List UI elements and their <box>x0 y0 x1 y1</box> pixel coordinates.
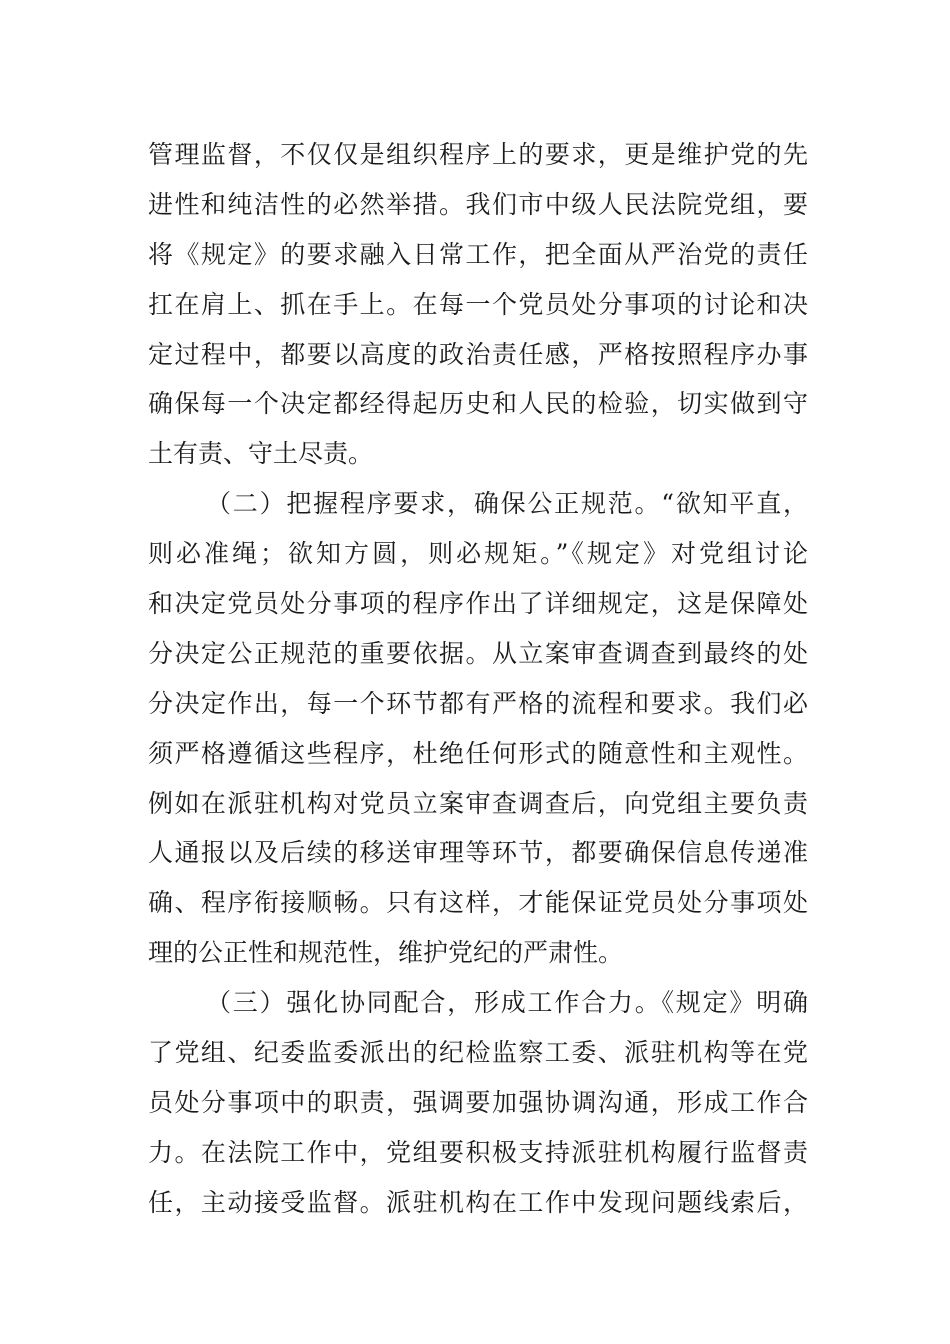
text-line: 人通报以及后续的移送审理等环节，都要确保信息传递准 <box>148 838 808 868</box>
text-line: 例如在派驻机构对党员立案审查调查后，向党组主要负责 <box>148 788 808 818</box>
text-line: 确、程序衔接顺畅。只有这样，才能保证党员处分事项处 <box>148 888 808 918</box>
text-line: 任，主动接受监督。派驻机构在工作中发现问题线索后， <box>148 1187 808 1217</box>
text-line: 理的公正性和规范性，维护党纪的严肃性。 <box>148 938 624 968</box>
text-line: 扛在肩上、抓在手上。在每一个党员处分事项的讨论和决 <box>148 289 808 319</box>
text-line: 分决定公正规范的重要依据。从立案审查调查到最终的处 <box>148 638 808 668</box>
text-line: （三）强化协同配合，形成工作合力。《规定》明确 <box>206 988 808 1018</box>
text-line: 和决定党员处分事项的程序作出了详细规定，这是保障处 <box>148 589 808 619</box>
text-line: 员处分事项中的职责，强调要加强协调沟通，形成工作合 <box>148 1087 808 1117</box>
body-text <box>148 130 808 1228</box>
text-line: 了党组、纪委监委派出的纪检监察工委、派驻机构等在党 <box>148 1038 808 1068</box>
text-line: 力。在法院工作中，党组要积极支持派驻机构履行监督责 <box>148 1137 808 1167</box>
text-line: 定过程中，都要以高度的政治责任感，严格按照程序办事 <box>148 339 808 369</box>
text-line: 土有责、守土尽责。 <box>148 439 374 469</box>
text-line: 管理监督，不仅仅是组织程序上的要求，更是维护党的先 <box>148 140 808 169</box>
text-line: 则必准绳；欲知方圆，则必规矩。”《规定》对党组讨论 <box>148 539 808 569</box>
text-line: 确保每一个决定都经得起历史和人民的检验，切实做到守 <box>148 389 808 419</box>
text-line: 将《规定》的要求融入日常工作，把全面从严治党的责任 <box>148 239 808 269</box>
text-line: （二）把握程序要求，确保公正规范。“欲知平直， <box>206 489 808 519</box>
text-line: 进性和纯洁性的必然举措。我们市中级人民法院党组，要 <box>148 189 808 219</box>
text-line: 分决定作出，每一个环节都有严格的流程和要求。我们必 <box>148 688 808 718</box>
text-line: 须严格遵循这些程序，杜绝任何形式的随意性和主观性。 <box>148 738 808 768</box>
